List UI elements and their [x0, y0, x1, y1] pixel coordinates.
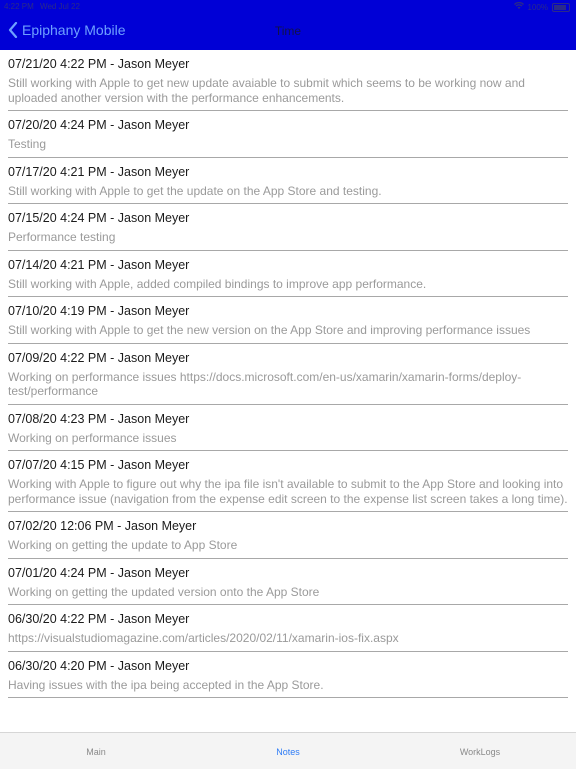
note-header: 06/30/20 4:22 PM - Jason Meyer: [8, 612, 190, 626]
status-time-date: [4, 2, 80, 11]
note-body: Still working with Apple, added compiled bindings to improve app performance.: [8, 276, 427, 291]
note-body: Working on getting the updated version onto the App Store: [8, 584, 320, 599]
note-header: 07/14/20 4:21 PM - Jason Meyer: [8, 257, 190, 272]
note-item[interactable]: [8, 605, 568, 652]
note-item[interactable]: [8, 652, 568, 699]
note-header: 07/07/20 4:15 PM - Jason Meyer: [8, 458, 190, 472]
note-header: 07/15/20 4:24 PM - Jason Meyer: [8, 211, 190, 225]
note-item[interactable]: [8, 559, 568, 606]
page-title: Time: [274, 24, 302, 38]
note-item[interactable]: [8, 344, 568, 405]
note-header: 07/17/20 4:21 PM - Jason Meyer: [8, 164, 190, 179]
status-bar: [0, 0, 576, 14]
note-body: Having issues with the ipa being accepted in the App Store.: [8, 677, 324, 692]
note-body: Working with Apple to figure out why the ipa file isn't available to submit to the App Store and looking into performance issue (navigation from the expense edit screen to the expense list screen takes a long time).: [8, 477, 568, 506]
status-date: Wed Jul 22: [40, 2, 80, 11]
note-item[interactable]: [8, 111, 568, 158]
note-item[interactable]: [8, 512, 568, 559]
note-header: 07/08/20 4:23 PM - Jason Meyer: [8, 411, 190, 426]
nav-row: [0, 18, 576, 48]
note-header: 06/30/20 4:20 PM - Jason Meyer: [8, 658, 190, 673]
notes-list[interactable]: [0, 50, 576, 730]
note-body: Working on getting the update to App Store: [8, 538, 238, 552]
note-header: 07/10/20 4:19 PM - Jason Meyer: [8, 304, 190, 318]
note-body: Still working with Apple to get new update avaiable to submit which seems to be working now and uploaded another version with the performance enhancements.: [8, 76, 525, 105]
note-body: Working on performance issues: [8, 430, 177, 445]
note-body: Still working with Apple to get the update on the App Store and testing.: [8, 183, 382, 198]
battery-icon: [552, 3, 570, 12]
note-item[interactable]: [8, 451, 568, 512]
tab-notes[interactable]: Notes: [276, 747, 300, 757]
note-header: 07/01/20 4:24 PM - Jason Meyer: [8, 565, 190, 580]
note-item[interactable]: [8, 251, 568, 298]
status-indicators: [514, 2, 570, 12]
note-body: Still working with Apple to get the new version on the App Store and improving performance issues: [8, 323, 531, 337]
back-button-label: Epiphany Mobile: [22, 22, 126, 38]
battery-percent: 100%: [527, 2, 548, 12]
note-header: 07/20/20 4:24 PM - Jason Meyer: [8, 118, 190, 132]
tab-worklogs[interactable]: WorkLogs: [459, 747, 501, 757]
note-body: https://visualstudiomagazine.com/articles/2020/02/11/xamarin-ios-fix.aspx: [8, 631, 399, 645]
navigation-bar: [0, 0, 576, 50]
note-item[interactable]: [8, 158, 568, 205]
note-body: Working on performance issues https://docs.microsoft.com/en-us/xamarin/xamarin-forms/deploy-test/performance: [8, 369, 522, 398]
note-item[interactable]: [8, 405, 568, 452]
note-header: 07/21/20 4:22 PM - Jason Meyer: [8, 57, 190, 71]
note-header: 07/09/20 4:22 PM - Jason Meyer: [8, 350, 190, 365]
note-item[interactable]: [8, 50, 568, 111]
note-header: 07/02/20 12:06 PM - Jason Meyer: [8, 519, 197, 533]
tab-bar: [0, 732, 576, 769]
status-time: 4:22 PM: [4, 2, 34, 11]
note-item[interactable]: [8, 204, 568, 251]
wifi-icon: [514, 2, 524, 12]
tab-main[interactable]: Main: [86, 747, 106, 757]
note-item[interactable]: [8, 297, 568, 344]
note-body: Testing: [8, 137, 47, 151]
note-body: Performance testing: [8, 230, 116, 244]
